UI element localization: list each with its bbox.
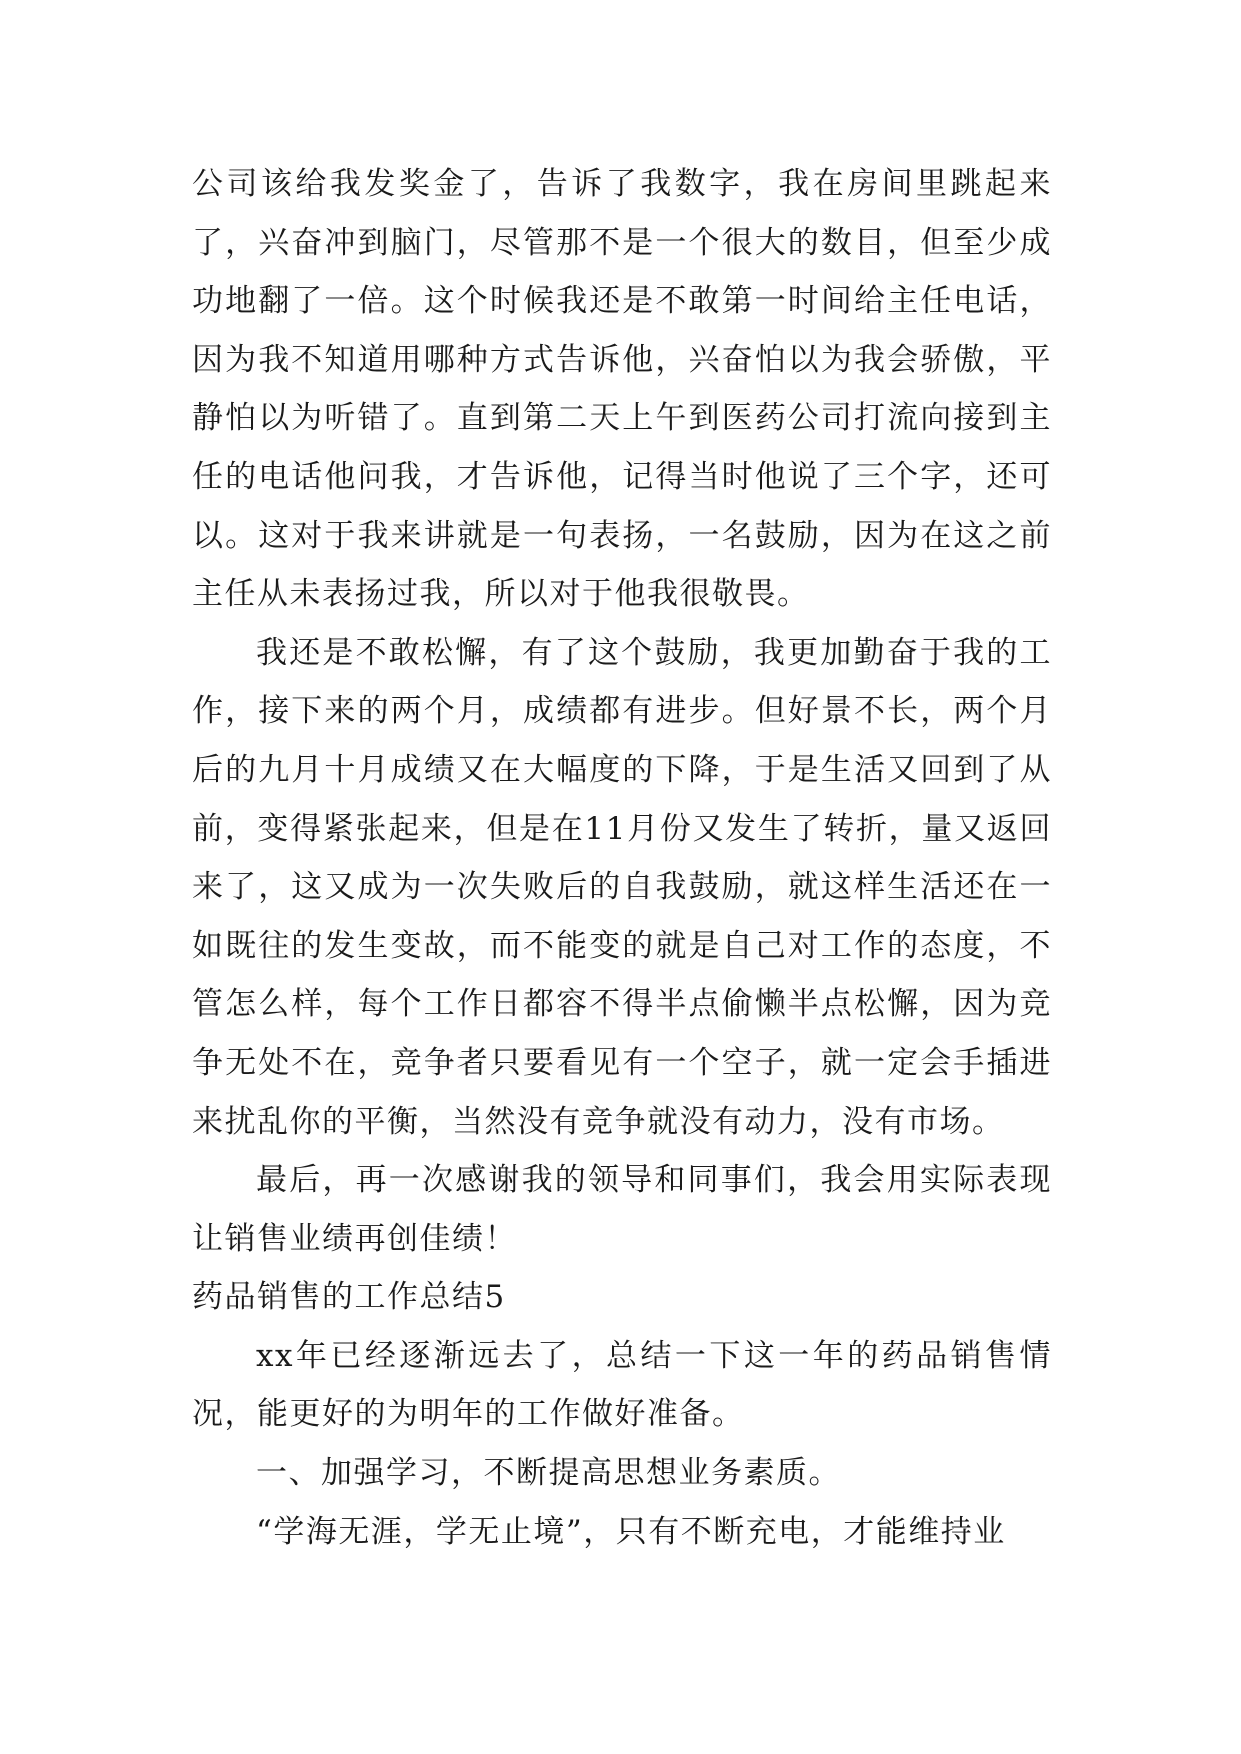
section-heading: 药品销售的工作总结5 — [192, 1279, 506, 1316]
section-paragraph-3: “学海无涯，学无止境”，只有不断充电，才能维持业 — [256, 1513, 1006, 1550]
paragraph-1: 公司该给我发奖金了，告诉了我数字，我在房间里跳起来了，兴奋冲到脑门，尽管那不是一个很大的数目，但至少成功地翻了一倍。这个时候我还是不敢第一时间给主任电话，因为我不知道用哪种方式告诉他，兴奋怕以为我会骄傲，平静怕以为听错了。直到第二天上午到医药公司打流向接到主任的电话他问我，才告诉他，记得当时他说了三个字，还可以。这对于我来讲就是一句表扬，一名鼓励，因为在这之前主任从未表扬过我，所以对于他我很敬畏。 — [192, 166, 1052, 613]
document-body — [192, 155, 1052, 1561]
section-paragraph-2: 一、加强学习，不断提高思想业务素质。 — [256, 1455, 841, 1492]
section-paragraph-1: xx年已经逐渐远去了，总结一下这一年的药品销售情况，能更好的为明年的工作做好准备。 — [192, 1337, 1052, 1433]
paragraph-3: 最后，再一次感谢我的领导和同事们，我会用实际表现让销售业绩再创佳绩！ — [192, 1162, 1052, 1257]
paragraph-2: 我还是不敢松懈，有了这个鼓励，我更加勤奋于我的工作，接下来的两个月，成绩都有进步。但好景不长，两个月后的九月十月成绩又在大幅度的下降，于是生活又回到了从前，变得紧张起来，但是在11月份又发生了转折，量又返回来了，这又成为一次失败后的自我鼓励，就这样生活还在一如既往的发生变故，而不能变的就是自己对工作的态度，不管怎么样，每个工作日都容不得半点偷懒半点松懈，因为竞争无处不在，竞争者只要看见有一个空子，就一定会手插进来扰乱你的平衡，当然没有竞争就没有动力，没有市场。 — [192, 634, 1052, 1140]
